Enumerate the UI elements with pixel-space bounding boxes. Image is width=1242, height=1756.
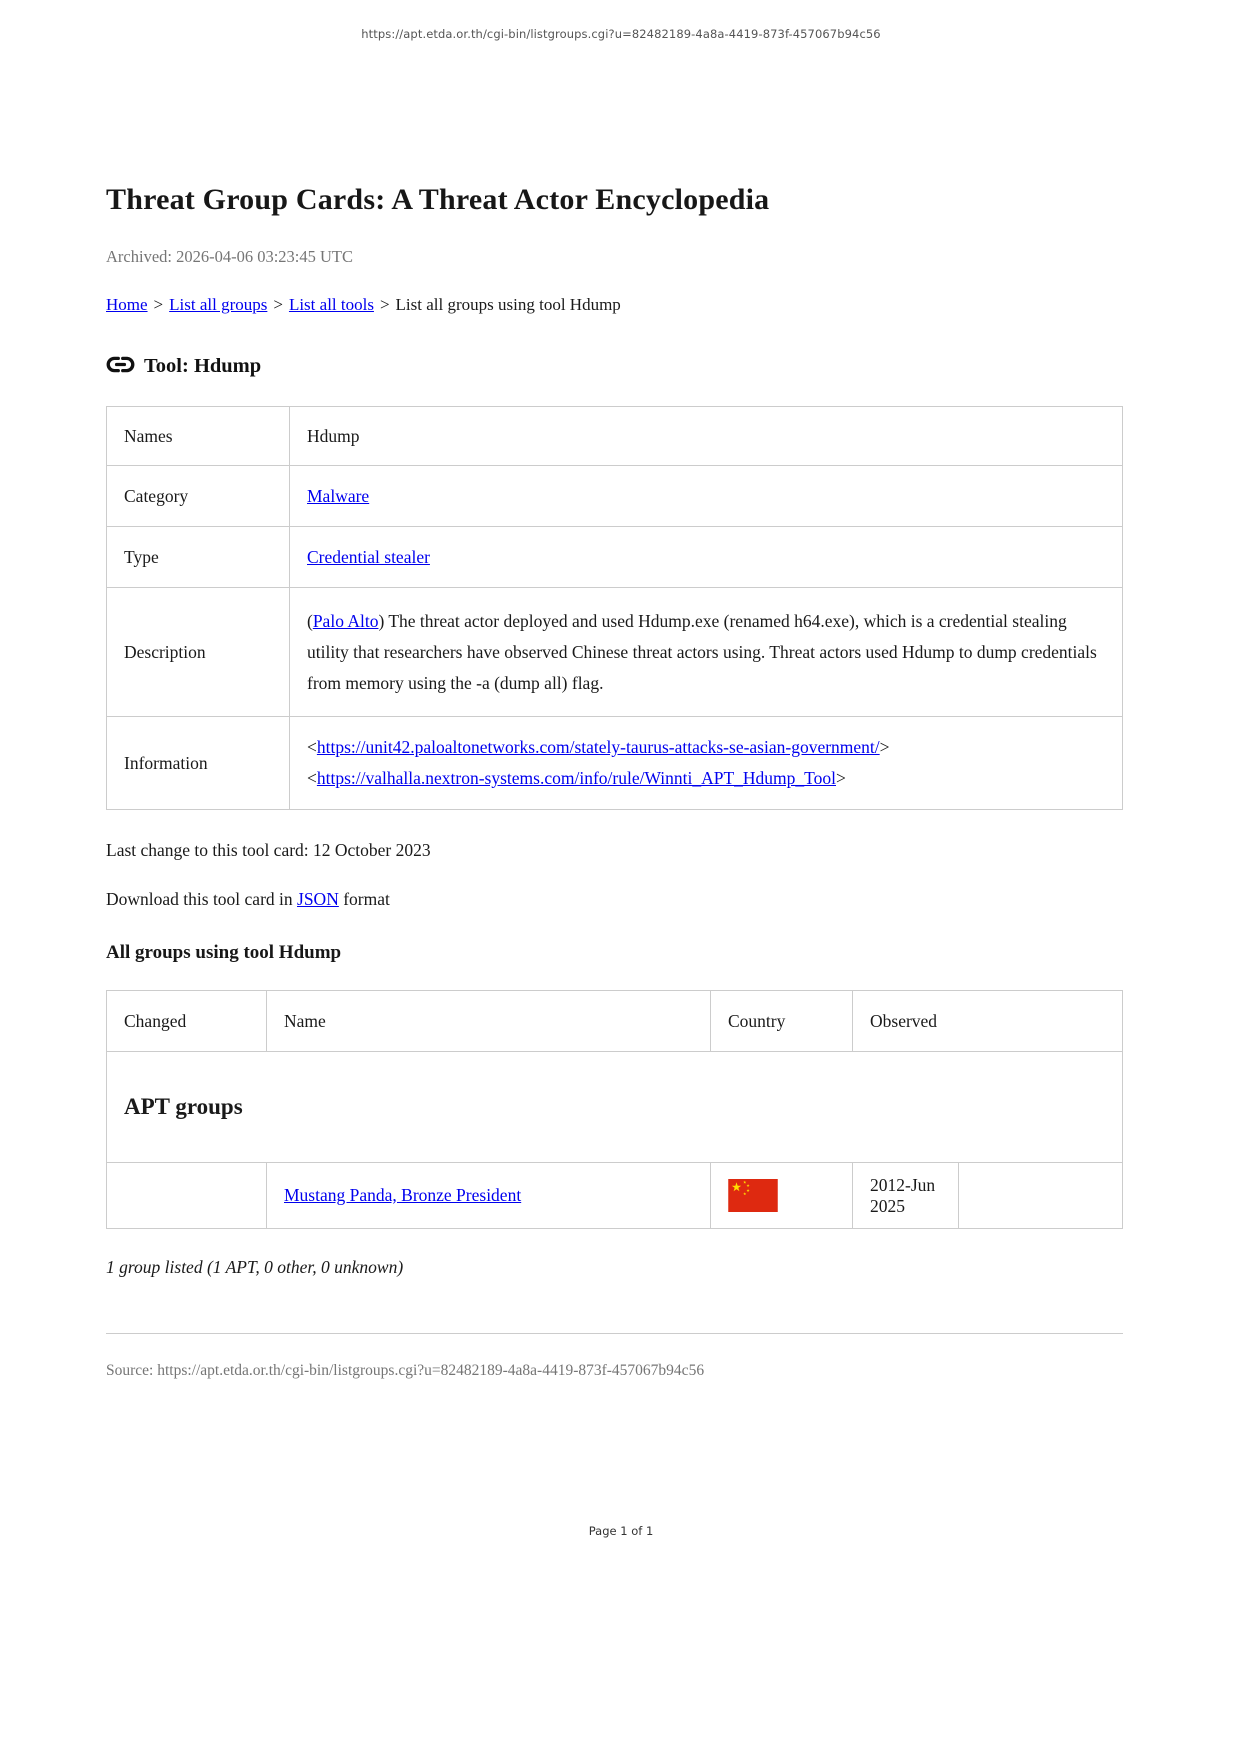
china-flag-icon [728,1179,778,1212]
type-label: Type [107,527,290,588]
information-label: Information [107,717,290,810]
group-name-cell [267,1163,711,1229]
column-header-name: Name [267,991,711,1052]
source-line: Source: https://apt.etda.or.th/cgi-bin/listgroups.cgi?u=82482189-4a8a-4419-873f-457067b94c56 [106,1362,705,1379]
information-link-unit42[interactable]: https://unit42.paloaltonetworks.com/stately-taurus-attacks-se-asian-government/ [316,737,880,757]
column-header-country: Country [711,991,853,1052]
angle-bracket: < [307,768,317,788]
angle-bracket: > [879,737,890,757]
changed-cell [107,1163,267,1229]
tool-heading-label: Tool: Hdump [144,355,262,377]
breadcrumb-link-home[interactable]: Home [106,295,148,314]
download-line [106,889,1123,910]
page-number-footer: Page 1 of 1 [588,1524,654,1538]
groups-section-heading: All groups using tool Hdump [106,942,342,963]
column-header-changed: Changed [107,991,267,1052]
page-content [106,0,1123,1380]
tool-card-table [106,406,1123,810]
breadcrumb-separator: > [273,295,283,314]
groups-table-section-row [107,1052,1123,1163]
breadcrumb [106,295,1123,315]
chain-link-icon [106,354,135,375]
groups-table-header-row [107,991,1123,1052]
last-change-note: Last change to this tool card: 12 October 2023 [106,840,431,860]
column-header-observed: Observed [853,991,1123,1052]
table-row [107,527,1123,588]
footer-divider [106,1333,1123,1334]
information-value [290,717,1123,810]
angle-bracket: > [836,768,846,788]
palo-alto-link[interactable]: Palo Alto [312,610,379,631]
tool-heading [106,355,1123,378]
category-link-malware[interactable]: Malware [307,485,370,506]
observed-cell: 2012-Jun 2025 [853,1163,959,1229]
breadcrumb-link-list-all-groups[interactable]: List all groups [169,295,268,314]
names-value: Hdump [290,407,1123,466]
breadcrumb-link-list-all-tools[interactable]: List all tools [288,295,374,314]
group-link-mustang-panda[interactable]: Mustang Panda, Bronze President [284,1185,522,1205]
group-count-summary: 1 group listed (1 APT, 0 other, 0 unknown) [106,1257,404,1277]
archived-timestamp: Archived: 2026-04-06 03:23:45 UTC [106,247,354,266]
description-label: Description [107,588,290,717]
breadcrumb-current: List all groups using tool Hdump [395,295,621,314]
table-row [107,717,1123,810]
download-prefix: Download this tool card in [106,889,298,909]
table-row [107,407,1123,466]
information-line [307,732,1105,763]
information-link-valhalla[interactable]: https://valhalla.nextron-systems.com/info/rule/Winnti_APT_Hdump_Tool [316,768,836,788]
description-text: ) The threat actor deployed and used Hdump.exe (renamed h64.exe), which is a credential stealing utility that researchers have observed Chinese threat actors using. Threat actors used Hdump to dump credentials from memory using the -a (dump all) flag. [307,610,1097,693]
table-row [107,1163,1123,1229]
download-suffix: format [338,889,390,909]
category-label: Category [107,466,290,527]
information-line [307,763,1105,794]
angle-bracket: < [307,737,317,757]
page-title: Threat Group Cards: A Threat Actor Encyclopedia [106,183,770,216]
type-link-credential-stealer[interactable]: Credential stealer [307,546,430,567]
breadcrumb-separator: > [153,295,164,314]
apt-groups-section-label: APT groups [107,1052,1123,1163]
country-cell [711,1163,853,1229]
names-label: Names [107,407,290,466]
description-open-paren: ( [307,610,313,631]
json-download-link[interactable]: JSON [297,889,339,909]
empty-trailing-cell [959,1163,1123,1229]
table-row [107,466,1123,527]
breadcrumb-separator: > [379,295,390,314]
description-value [290,588,1123,717]
groups-table [106,990,1123,1229]
print-header-url: https://apt.etda.or.th/cgi-bin/listgroups.cgi?u=82482189-4a8a-4419-873f-457067b94c56 [361,27,881,41]
table-row [107,588,1123,717]
